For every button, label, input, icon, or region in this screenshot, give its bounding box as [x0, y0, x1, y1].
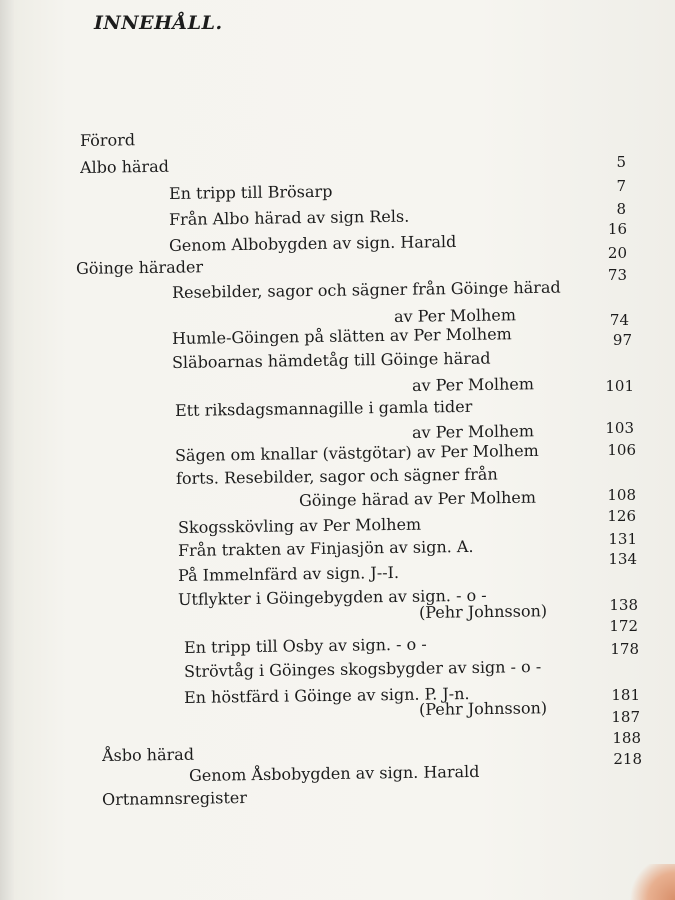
book-page [14, 0, 675, 900]
page-number: 218 [613, 750, 642, 768]
page-number: 108 [607, 486, 636, 504]
toc-entry: Genom Albobygden av sign. Harald [168, 231, 457, 255]
toc-entry: Göinge härader [75, 257, 204, 278]
page-number: 188 [612, 729, 641, 747]
toc-entry: (Pehr Johnsson) [418, 601, 548, 622]
page-number: 134 [608, 550, 637, 568]
page-number: 97 [612, 331, 632, 349]
toc-entry: Skogsskövling av Per Molhem [177, 514, 422, 537]
page-number: 74 [609, 311, 629, 329]
page-number: 5 [616, 153, 626, 171]
toc-entry: av Per Molhem [411, 374, 535, 395]
toc-entry: Humle-Göingen på slätten av Per Molhem [171, 324, 512, 348]
toc-entry: En tripp till Osby av sign. - o - [183, 634, 427, 657]
toc-entry: Sägen om knallar (västgötar) av Per Molhem [174, 440, 539, 465]
finger-shadow [627, 864, 675, 900]
page-number: 126 [607, 507, 636, 525]
page-number: 178 [610, 640, 639, 658]
page-number: 101 [605, 377, 634, 395]
toc-entry: Resebilder, sagor och sägner från Göinge härad [171, 277, 561, 302]
toc-entry: Släboarnas hämdetåg till Göinge härad [171, 348, 491, 372]
toc-entry: Albo härad [79, 156, 170, 177]
page-number: 106 [607, 441, 636, 459]
toc-entry: Strövtåg i Göinges skogsbygder av sign - o - [183, 657, 542, 681]
toc-entry: av Per Molhem [393, 305, 517, 326]
toc-entry: Utflykter i Göingebygden av sign. - o - [177, 585, 487, 609]
page-number: 73 [607, 266, 627, 284]
page-number: 103 [605, 419, 634, 437]
page-number: 187 [611, 708, 640, 726]
toc-entry: Genom Åsbobygden av sign. Harald [188, 761, 480, 785]
toc-entry: Ett riksdagsmannagille i gamla tider [174, 396, 473, 420]
toc-entry: Förord [79, 130, 136, 150]
toc-entry: Göinge härad av Per Molhem [298, 487, 537, 510]
page-title: INNEHÅLL. [94, 12, 223, 34]
page-number: 138 [609, 596, 638, 614]
page-number: 20 [607, 244, 627, 262]
page-number: 8 [616, 200, 626, 218]
toc-entry: (Pehr Johnsson) [418, 698, 548, 719]
toc-entry: forts. Resebilder, sagor och sägner från [175, 464, 498, 488]
toc-entry: En höstfärd i Göinge av sign. P. J-n. [183, 684, 470, 707]
page-number: 7 [616, 177, 626, 195]
page-number: 172 [609, 617, 638, 635]
book-spine-edge [0, 0, 14, 900]
page-number: 181 [611, 686, 640, 704]
toc-entry: Från trakten av Finjasjön av sign. A. [177, 536, 474, 560]
toc-entry: Åsbo härad [101, 744, 195, 765]
page-number: 131 [608, 530, 637, 548]
toc-entry: av Per Molhem [411, 421, 535, 442]
toc-entry: Från Albo härad av sign Rels. [168, 206, 410, 229]
page-number: 16 [607, 220, 627, 238]
toc-entry: En tripp till Brösarp [168, 181, 333, 203]
toc-entry: Ortnamnsregister [101, 787, 248, 809]
toc-entry: På Immelnfärd av sign. J--I. [177, 562, 400, 585]
